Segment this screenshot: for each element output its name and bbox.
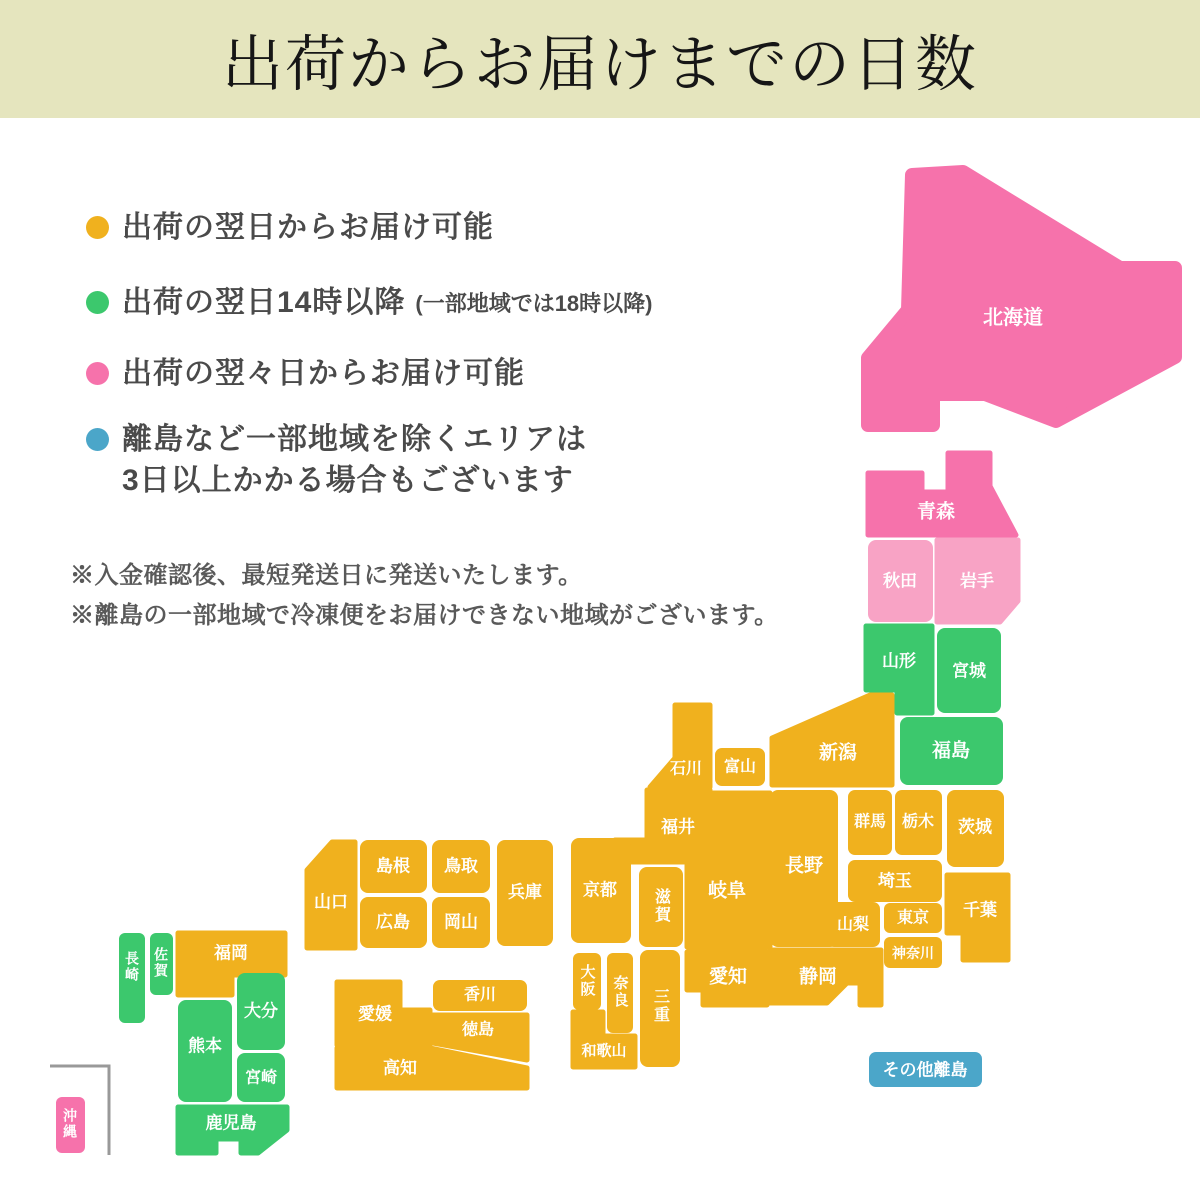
pref-fukuoka-label: 福岡 [214, 943, 248, 963]
legend-label-line2: 3日以上かかる場合もございます [122, 464, 574, 497]
pref-yamanashi-label: 山梨 [836, 916, 870, 934]
pref-aomori [868, 453, 1016, 535]
pref-aichi-label: 愛知 [708, 966, 748, 988]
pref-hiroshima-label: 広島 [376, 912, 410, 932]
pref-okayama-label: 岡山 [444, 912, 478, 932]
pref-tokyo-label: 東京 [896, 909, 930, 927]
legend-label: 出荷の翌日14時以降 [122, 286, 406, 319]
pref-miyazaki-label: 宮崎 [244, 1069, 278, 1087]
pref-aomori-label: 青森 [916, 501, 956, 523]
pref-kochi-label: 高知 [383, 1058, 417, 1078]
footnote-payment: ※入金確認後、最短発送日に発送いたします。 [70, 562, 583, 589]
pref-ishikawa-label: 石川 [669, 760, 703, 778]
pref-okinawa-label: 沖縄 [62, 1108, 78, 1140]
pref-nagano-label: 長野 [784, 855, 824, 877]
footnote-frozen: ※離島の一部地域で冷凍便をお届けできない地域がございます。 [70, 602, 779, 629]
pref-fukushima-label: 福島 [931, 740, 971, 762]
pref-saitama-label: 埼玉 [878, 871, 912, 891]
legend-label: 出荷の翌々日からお届け可能 [122, 357, 525, 390]
pref-kagoshima-label: 鹿児島 [205, 1113, 257, 1133]
pref-hyogo-label: 兵庫 [508, 882, 542, 902]
pref-nara-label: 奈良 [611, 975, 629, 1009]
pref-miyagi-label: 宮城 [952, 661, 986, 681]
pref-wakayama-label: 和歌山 [581, 1042, 627, 1060]
pref-hokkaido-label: 北海道 [983, 307, 1043, 329]
pref-kyoto-label: 京都 [583, 880, 617, 900]
pref-mie-label: 三重 [651, 988, 669, 1024]
pref-kumamoto-label: 熊本 [188, 1036, 222, 1056]
pref-toyama-label: 富山 [723, 758, 757, 776]
pref-akita-label: 秋田 [883, 571, 917, 591]
pref-saga-label: 佐賀 [153, 947, 169, 979]
pref-shimane-label: 島根 [376, 856, 410, 876]
legend-label-note: (一部地域では18時以降) [415, 291, 653, 316]
pref-fukui-label: 福井 [661, 817, 695, 837]
pref-kanagawa-label: 神奈川 [892, 945, 934, 961]
pref-shiga-label: 滋賀 [652, 888, 670, 924]
legend-label: 出荷の翌日からお届け可能 [122, 211, 494, 244]
pref-yamagata-label: 山形 [882, 651, 916, 671]
pref-ehime-label: 愛媛 [358, 1004, 392, 1024]
pref-chiba-label: 千葉 [963, 900, 997, 920]
pref-shizuoka-label: 静岡 [798, 966, 838, 988]
pref-yamaguchi-label: 山口 [314, 892, 348, 912]
pref-kagawa-label: 香川 [463, 986, 497, 1004]
pref-niigata-label: 新潟 [818, 742, 858, 764]
pref-iwate-label: 岩手 [960, 571, 994, 591]
other-islands-label: その他離島 [882, 1060, 968, 1080]
pref-ibaraki-label: 茨城 [958, 817, 992, 837]
pref-nagasaki-label: 長崎 [124, 951, 140, 983]
pref-tochigi-label: 栃木 [901, 813, 935, 831]
pref-niigata [772, 695, 892, 785]
pref-tottori-label: 鳥取 [444, 856, 478, 876]
pref-oita-label: 大分 [244, 1001, 278, 1021]
pref-gunma-label: 群馬 [853, 813, 887, 831]
legend-label-line1: 離島など一部地域を除くエリアは [122, 423, 587, 456]
pref-hokkaido [868, 172, 1175, 425]
pref-osaka-label: 大阪 [578, 964, 596, 998]
pref-tokushima-label: 徳島 [461, 1021, 495, 1039]
page-title: 出荷からお届けまでの日数 [221, 28, 978, 100]
pref-gifu-label: 岐阜 [707, 880, 747, 902]
